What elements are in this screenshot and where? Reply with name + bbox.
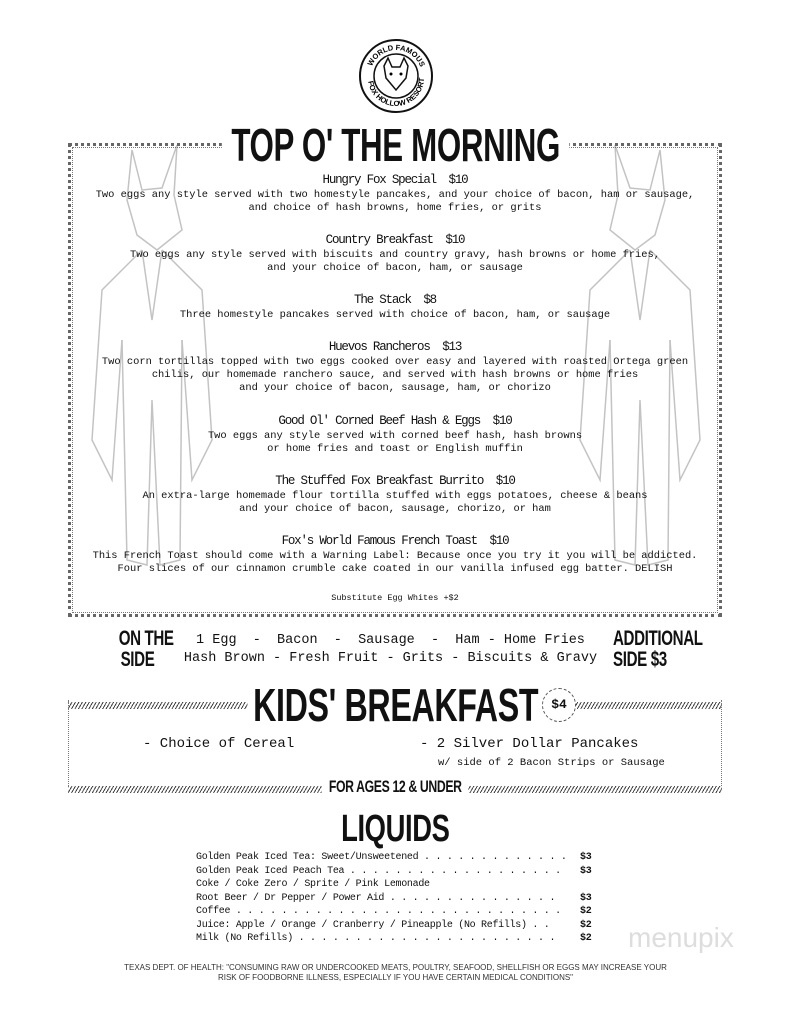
sides-section	[108, 627, 708, 671]
section-title: TOP O' THE MORNING	[222, 120, 570, 170]
item-name: The Stack $8	[354, 293, 436, 308]
drink-price: $2	[580, 906, 592, 917]
drink-name: Juice: Apple / Orange / Cranberry / Pineapple (No Refills) . .	[196, 919, 550, 931]
item-name: Good Ol' Corned Beef Hash & Eggs $10	[278, 413, 512, 428]
item-desc: This French Toast should come with a Warning Label: Because once you try it you will be addicted. Four slices of our cinnamon crumble cake coated in our vanilla infused egg batter. DELISH	[92, 549, 698, 575]
item-desc: Two eggs any style served with biscuits and country gravy, hash browns or home fries, and your choice of bacon, ham, or sausage	[129, 249, 660, 275]
kids-item-cereal: - Choice of Cereal	[143, 736, 295, 752]
menu-item	[65, 413, 725, 456]
breakfast-items	[65, 172, 725, 604]
menu-item	[65, 292, 725, 322]
menu-item	[65, 339, 725, 395]
drink-name: Coffee . . . . . . . . . . . . . . . . . . . . . . . . . . . . .	[196, 906, 561, 917]
menu-item	[65, 232, 725, 275]
item-name: The Stuffed Fox Breakfast Burrito $10	[275, 473, 515, 488]
drink-price: $2	[580, 933, 592, 944]
drink-name: Golden Peak Iced Tea: Sweet/Unsweetened . . . . . . . . . . . . .	[196, 852, 567, 863]
svg-text:FOX HOLLOW RESORT: FOX HOLLOW RESORT	[366, 77, 427, 109]
item-desc: An extra-large homemade flour tortilla stuffed with eggs potatoes, cheese & beans and your choice of bacon, sausage, chorizo, or ham	[142, 489, 648, 515]
drink-row	[196, 892, 616, 906]
additional-side-1: ADDITIONAL	[612, 627, 703, 650]
menu-item	[65, 533, 725, 576]
drink-name: Milk (No Refills) . . . . . . . . . . . . . . . . . . . . . . .	[196, 933, 556, 944]
menu-item	[65, 473, 725, 516]
kids-title-wrap	[0, 680, 791, 742]
additional-side-price	[613, 629, 708, 671]
drink-row	[196, 932, 616, 946]
drink-row	[196, 865, 616, 879]
ages-wrap	[0, 777, 791, 798]
health-disclaimer: TEXAS DEPT. OF HEALTH: "CONSUMING RAW OR UNDERCOOKED MEATS, POULTRY, SEAFOOD, SHELLFISH OR EGGS MAY INCREASE YOUR RISK OF FOODBORNE ILLNESS, ESPECIALLY IF YOU HAVE CERTAIN MEDICAL CONDITIONS"	[124, 963, 667, 982]
drink-row	[196, 919, 616, 933]
drink-row	[196, 905, 616, 919]
item-desc: Three homestyle pancakes served with choice of bacon, ham, or sausage	[179, 309, 611, 322]
drink-price: $3	[580, 865, 592, 877]
sides-list	[184, 632, 597, 668]
watermark: menupix	[628, 922, 734, 953]
drink-row	[196, 851, 616, 865]
sides-heading-1: ON THE	[118, 627, 174, 650]
item-desc: Two eggs any style served with corned beef hash, hash browns or home fries and toast or English muffin	[207, 429, 583, 455]
menu-item	[65, 172, 725, 215]
item-desc: Two corn tortillas topped with two eggs cooked over easy and layered with roasted Ortega green chilis, our homemade ranchero sauce, and served with hash browns or home fries and your choice of bacon, sausage, ham, or chorizo	[101, 356, 689, 395]
drink-name: Golden Peak Iced Peach Tea . . . . . . . . . . . . . . . . . . .	[196, 865, 561, 877]
sides-heading-2: SIDE	[121, 648, 155, 671]
item-desc: Two eggs any style served with two homestyle pancakes, and your choice of bacon, ham or sausage, and choice of hash browns, home fries, or grits	[95, 189, 695, 214]
liquids-title-wrap	[0, 810, 791, 856]
drink-row	[196, 878, 616, 892]
kids-item-pancakes-sub: w/ side of 2 Bacon Strips or Sausage	[438, 757, 665, 769]
fox-hollow-logo	[358, 38, 434, 114]
additional-side-2: SIDE $3	[612, 648, 667, 671]
item-name: Huevos Rancheros $13	[328, 340, 462, 355]
liquids-title: LIQUIDS	[341, 808, 450, 850]
sides-line-2: Hash Brown - Fresh Fruit - Grits - Biscuits & Gravy	[183, 651, 598, 666]
drink-name: Root Beer / Dr Pepper / Power Aid . . . . . . . . . . . . . . .	[196, 892, 556, 904]
svg-text:WORLD FAMOUS: WORLD FAMOUS	[365, 42, 427, 69]
substitute-note: Substitute Egg Whites +$2	[331, 592, 459, 603]
kids-title: KIDS' BREAKFAST	[247, 680, 543, 730]
kids-item-pancakes: - 2 Silver Dollar Pancakes	[420, 736, 639, 752]
kids-price-badge: $4	[542, 688, 576, 722]
drink-price: $2	[580, 919, 592, 931]
kids-ages: FOR AGES 12 & UNDER	[322, 777, 469, 797]
sides-heading	[108, 627, 174, 671]
item-name: Country Breakfast $10	[325, 233, 465, 248]
drink-price: $3	[580, 892, 592, 904]
item-name: Fox's World Famous French Toast $10	[281, 533, 509, 548]
drink-price: $3	[580, 852, 592, 863]
sides-line-1: 1 Egg - Bacon - Sausage - Ham - Home Fries	[196, 633, 585, 648]
item-name: Hungry Fox Special $10	[322, 173, 468, 187]
drink-name: Coke / Coke Zero / Sprite / Pink Lemonade	[196, 879, 430, 890]
